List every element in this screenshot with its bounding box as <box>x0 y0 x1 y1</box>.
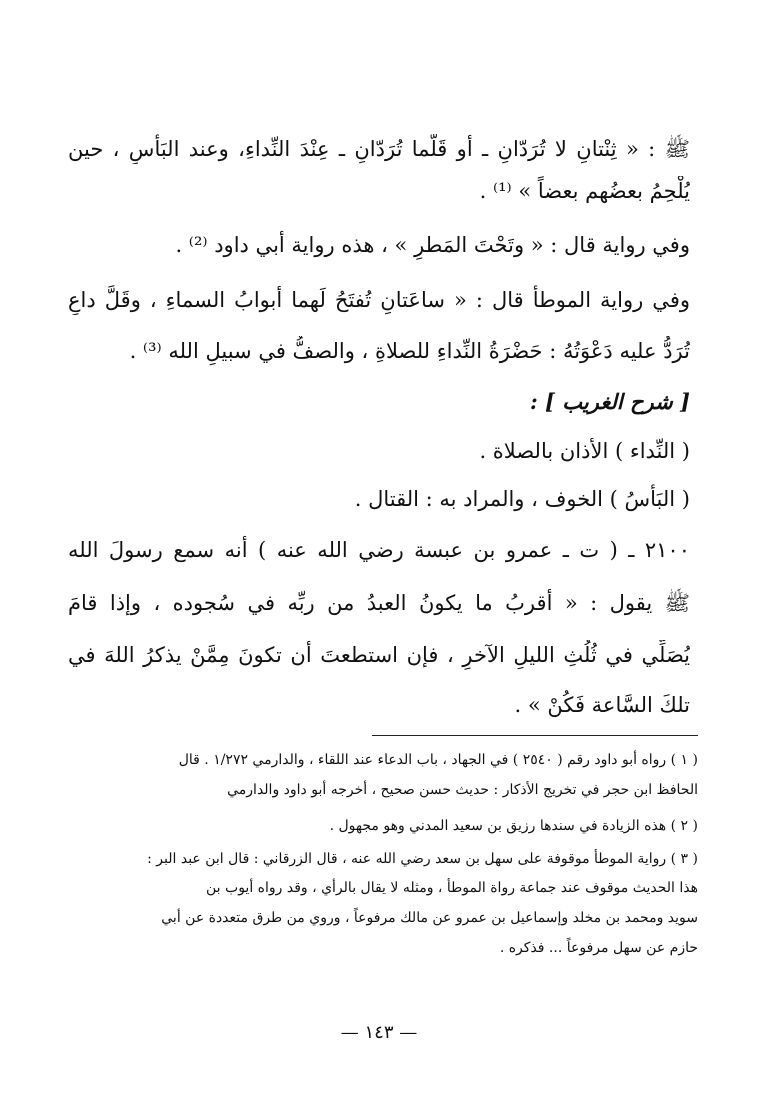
text-line-5: تُرَدُّ عليه دَعْوَتُهُ : حَضْرَةُ النِّداءِ للصلاةِ ، والصفُّ في سبيلِ الله ⁽³⁾ . <box>129 339 690 363</box>
footnote-3-line-3: سويد ومحمد بن مخلد وإسماعيل بن عمرو عن مالك مرفوعاً ، وروي من طرق متعددة عن أبي <box>161 910 698 926</box>
text-line-1: ﷺ : « ثِنْتانِ لا تُرَدّانِ ـ أو قَلَّما تُرَدّانِ ـ عِنْدَ النِّداءِ، وعند البَأْسِ ، حين <box>68 137 690 161</box>
footnote-2: ( ٢ ) هذه الزيادة في سندها رزيق بن سعيد المدني وهو مجهول . <box>329 818 698 834</box>
hadith-number-line: ٢١٠٠ ـ ( ت ـ عمرو بن عبسة رضي الله عنه ) أنه سمع رسولَ الله <box>68 538 690 562</box>
text-line-2: يُلْحِمُ بعضُهم بعضاً » ⁽¹⁾ . <box>479 179 690 203</box>
footnote-divider <box>372 735 698 736</box>
text-line-10: ﷺ يقول : « أقربُ ما يكونُ العبدُ من ربِّه في سُجوده ، وإذا قامَ <box>68 591 690 615</box>
footnote-1-line-2: الحافظ ابن حجر في تخريج الأذكار : حديث حسن صحيح ، أخرجه أبو داود والدارمي <box>227 782 698 798</box>
text-line-7: ( النِّداء ) الأذان بالصلاة . <box>479 439 690 463</box>
footnote-3-line-4: حازم عن سهل مرفوعاً ... فذكره . <box>499 940 698 956</box>
text-line-12: تلكَ السَّاعة فَكُنْ » . <box>514 693 690 717</box>
text-line-11: يُصَلِّي في ثُلُثِ الليلِ الآخرِ ، فإن استطعتَ أن تكونَ مِمَّنْ يذكرُ اللهَ في <box>68 643 690 667</box>
text-line-3: وفي رواية قال : « وتَحْتَ المَطرِ » ، هذه رواية أبي داود ⁽²⁾ . <box>175 233 690 257</box>
section-heading-gharib: [ شرح الغريب ] : <box>529 389 690 414</box>
footnote-1-line-1: ( ١ ) رواه أبو داود رقم ( ٢٥٤٠ ) في الجهاد ، باب الدعاء عند اللقاء ، والدارمي ١/٢٧٢ . قال <box>178 752 698 768</box>
text-line-8: ( البَأْسُ ) الخوف ، والمراد به : القتال . <box>354 487 690 511</box>
footnote-3-line-2: هذا الحديث موقوف عند جماعة رواة الموطأ ، ومثله لا يقال بالرأي ، وقد رواه أيوب بن <box>206 880 698 896</box>
page-number: — ١٤٣ — <box>340 1022 418 1043</box>
text-line-4: وفي رواية الموطأ قال : « ساعَتانِ تُفتَحُ لَهما أبوابُ السماءِ ، وقَلَّ داعٍ <box>68 288 690 312</box>
footnote-3-line-1: ( ٣ ) رواية الموطأ موقوفة على سهل بن سعد رضي الله عنه ، قال الزرقاني : قال ابن عبد البر : <box>147 851 698 867</box>
